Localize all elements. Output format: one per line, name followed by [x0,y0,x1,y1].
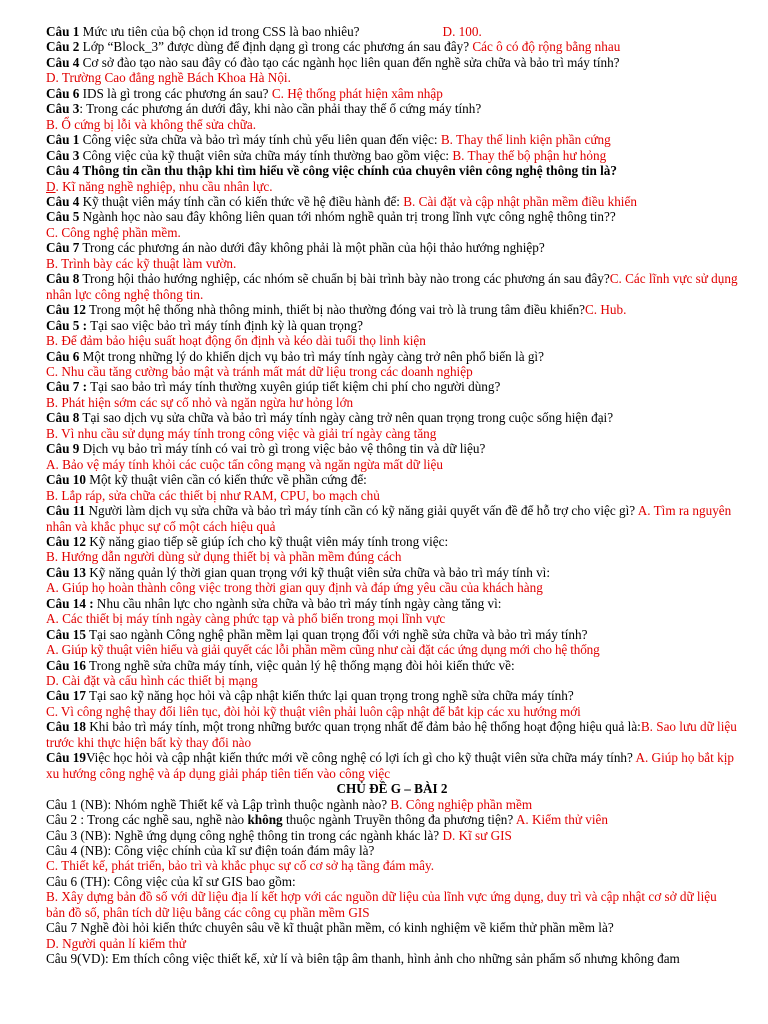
question-label: Câu 5 [46,209,80,225]
answer-text: B. Xây dựng bản đồ số với dữ liệu địa lí kết hợp với các nguồn dữ liệu của lĩnh vực ứng dụng, duy trì và cập nhật cơ sở dữ liệu bản đồ số, phân tích dữ liệu bằng các công cụ phần mềm GIS [46,889,717,920]
question-item [46,534,738,565]
question-text: Thông tin cần thu thập khi tìm hiểu về công việc chính của chuyên viên công nghệ thông tin là? [79,163,617,179]
answer-text: A. Kiểm thử viên [515,812,608,828]
question-label: Câu 15 [46,626,86,642]
answer-text: B. Thay thế linh kiện phần cứng [440,132,611,148]
section-question-item [46,874,738,920]
answer-text: D. Kĩ sư GIS [442,827,512,843]
section-question-item [46,797,738,812]
question-label: Câu 16 [46,657,86,673]
question-text: Câu 3 (NB): Nghề ứng dụng công nghệ thông tin trong các ngành khác là? [46,827,440,843]
question-text: Công việc của kỹ thuật viên sửa chữa máy tính thường bao gồm việc: [79,147,450,163]
question-label: Câu 7 : [46,379,88,395]
question-text: Tại sao bảo trì máy tính thường xuyên giúp tiết kiệm chi phí cho người dùng? [87,379,501,395]
answer-text: B. Thay thế bộ phận hư hỏng [452,147,607,163]
question-label: Câu 8 [46,410,80,426]
question-text: Câu 9(VD): Em thích công việc thiết kế, xử lí và biên tập âm thanh, hình ảnh cho những sản phẩm số nhưng không đam [46,951,680,967]
section-question-item [46,951,738,966]
answer-text: C. Thiết kế, phát triển, bảo trì và khắc phục sự cố cơ sở hạ tầng đám mây. [46,858,435,874]
question-text: Kỹ thuật viên máy tính cần có kiến thức về hệ điều hành để: [79,193,400,209]
question-text: IDS là gì trong các phương án sau? [79,85,269,101]
answer-text: C. Công nghệ phần mềm. [46,224,181,240]
section-title: CHỦ ĐỀ G – BÀI 2 [336,781,448,797]
question-item [46,472,738,503]
question-item [46,101,738,132]
answer-text: A. Giúp họ hoàn thành công việc trong thời gian quy định và đáp ứng yêu cầu của khách hàng [46,580,543,596]
answer-text: D. Kĩ năng nghề nghiệp, nhu cầu nhân lực. [46,178,273,194]
answer-text: A. Bảo vệ máy tính khỏi các cuộc tấn công mạng và ngăn ngừa mất dữ liệu [46,456,443,472]
question-text: Một kỹ thuật viên cần có kiến thức về phần cứng để: [85,472,367,488]
answer-text: B. Hướng dẫn người dùng sử dụng thiết bị và phần mềm đúng cách [46,549,402,565]
question-item [46,596,738,627]
question-item [46,148,738,163]
answer-text: B. Vì nhu cầu sử dụng máy tính trong công việc và giải trí ngày càng tăng [46,425,437,441]
question-label: Câu 12 [46,533,86,549]
answer-text: A. Tìm ra nguyên nhân và khắc phục sự cố một cách hiệu quả [46,503,732,534]
answer-text: D. Trường Cao đẳng nghề Bách Khoa Hà Nội. [46,70,291,86]
question-text: Mức ưu tiên của bộ chọn id trong CSS là bao nhiêu? [79,24,360,39]
answer-text: B. Trình bày các kỹ thuật làm vườn. [46,255,237,271]
question-text: Dịch vụ bảo trì máy tính có vai trò gì trong việc bảo vệ thông tin và dữ liệu? [79,441,486,457]
question-item [46,132,738,147]
answer-text: C. Vì công nghệ thay đổi liên tục, đòi hỏi kỹ thuật viên phải luôn cập nhật để bắt kịp các xu hướng mới [46,703,581,719]
answer-text: C. Các lĩnh vực sử dụng nhân lực công nghệ thông tin. [46,271,738,302]
question-text: Trong nghề sửa chữa máy tính, việc quản lý hệ thống mạng đòi hỏi kiến thức về: [85,657,515,673]
answer-text: B. Lắp ráp, sửa chữa các thiết bị như RAM, CPU, bo mạch chủ [46,487,380,503]
question-item [46,271,738,302]
question-text: : Trong các phương án dưới đây, khi nào cần phải thay thế ổ cứng máy tính? [79,101,482,117]
question-item [46,55,738,86]
question-item [46,349,738,380]
question-label: Câu 18 [46,719,86,735]
question-label: Câu 1 [46,24,80,39]
question-label: Câu 12 [46,302,86,318]
question-item [46,658,738,689]
question-label: Câu 7 [46,240,80,256]
question-text: Tại sao việc bảo trì máy tính định kỳ là quan trọng? [87,317,363,333]
question-item [46,719,738,750]
question-label: Câu 6 [46,85,80,101]
answer-text: C. Hub. [585,302,627,318]
question-item [46,240,738,271]
question-item [46,24,738,39]
question-text: thuộc ngành Truyền thông đa phương tiện? [282,812,514,828]
answer-text: D. 100. [442,24,482,39]
answer-text: A. Giúp kỹ thuật viên hiểu và giải quyết các lỗi phần mềm cũng như cài đặt các ứng dụng mới cho hệ thống [46,642,600,658]
question-text: Trong các phương án nào dưới đây không phải là một phần của hội thảo hướng nghiệp? [79,240,545,256]
question-text: Tại sao ngành Công nghệ phần mềm lại quan trọng đối với nghề sửa chữa và bảo trì máy tính? [85,626,588,642]
question-item [46,503,738,534]
question-text: Câu 7 Nghề đòi hỏi kiến thức chuyên sâu về kĩ thuật phần mềm, có kinh nghiệm về kiểm thử phần mềm là? [46,920,614,936]
question-text: Câu 4 (NB): Công việc chính của kĩ sư điện toán đám mây là? [46,843,375,859]
answer-text: A. Các thiết bị máy tính ngày càng phức tạp và phổ biến trong mọi lĩnh vực [46,611,446,627]
question-label: Câu 8 [46,271,80,287]
question-text: Tại sao kỹ năng học hỏi và cập nhật kiến thức lại quan trọng trong nghề sửa chữa máy tính? [85,688,574,704]
answer-text: D. Cài đặt và cấu hình các thiết bị mạng [46,673,258,689]
section-question-item [46,828,738,843]
question-label: Câu 4 [46,193,80,209]
question-text: Cơ sở đào tạo nào sau đây có đào tạo các ngành học liên quan đến nghề sửa chữa và bảo trì máy tính? [79,54,620,70]
answer-text: Các ô có độ rộng bằng nhau [472,39,621,55]
answer-text: B. Phát hiện sớm các sự cố nhỏ và ngăn ngừa hư hỏng lớn [46,394,354,410]
question-text: Kỹ năng giao tiếp sẽ giúp ích cho kỹ thuật viên máy tính trong việc: [85,533,449,549]
question-label: Câu 10 [46,472,86,488]
question-text: Việc học hỏi và cập nhật kiến thức mới về công nghệ có lợi ích gì cho kỹ thuật viên sửa chữa máy tính? [85,750,633,766]
answer-letter: D [46,178,56,194]
question-item [46,163,738,194]
question-item [46,565,738,596]
answer-text: C. Hệ thống phát hiện xâm nhập [271,85,443,101]
question-item [46,627,738,658]
question-text: Trong một hệ thống nhà thông minh, thiết bị nào thường đóng vai trò là trung tâm điều khiển? [85,302,586,318]
question-label: Câu 19 [46,750,86,766]
question-item [46,194,738,209]
question-text: Người làm dịch vụ sửa chữa và bảo trì máy tính cần có kỹ năng giải quyết vấn đề để hỗ trợ cho việc gì? [85,503,636,519]
section-question-item [46,920,738,951]
question-label: Câu 1 [46,132,80,148]
question-label: Câu 4 [46,54,80,70]
question-item [46,86,738,101]
question-label: Câu 2 [46,39,80,55]
question-text: Nhu cầu nhân lực cho ngành sửa chữa và bảo trì máy tính ngày càng tăng vì: [93,595,502,611]
answer-text: A. Giúp họ bắt kịp xu hướng công nghệ và áp dụng giải pháp tiên tiến vào công việc [46,750,734,781]
question-item [46,410,738,441]
answer-text: D. Người quản lí kiểm thử [46,935,186,951]
question-text: Lớp “Block_3” được dùng để định dạng gì trong các phương án sau đây? [79,39,470,55]
answer-text: B. Ổ cứng bị lỗi và không thể sửa chữa. [46,116,257,132]
question-item [46,39,738,54]
question-item [46,441,738,472]
question-label: Câu 13 [46,564,86,580]
answer-text: B. Sao lưu dữ liệu trước khi thực hiện bất kỳ thay đổi nào [46,719,737,750]
question-label: Câu 3 [46,101,80,117]
question-text: Câu 2 : Trong các nghề sau, nghề nào [46,812,248,828]
question-item [46,379,738,410]
question-label: Câu 9 [46,441,80,457]
question-label: Câu 4 [46,163,80,179]
question-label: Câu 6 [46,348,80,364]
question-label: Câu 3 [46,147,80,163]
question-text: Một trong những lý do khiến dịch vụ bảo trì máy tính ngày càng trở nên phổ biến là gì? [79,348,544,364]
question-text: Câu 1 (NB): Nhóm nghề Thiết kế và Lập trình thuộc ngành nào? [46,796,388,812]
question-text: Ngành học nào sau đây không liên quan tới nhóm nghề quản trị trong lĩnh vực công nghệ thông tin?? [79,209,616,225]
question-item [46,750,738,781]
answer-text: B. Cài đặt và cập nhật phần mềm điều khiển [403,193,637,209]
question-text: Khi bảo trì máy tính, một trong những bước quan trọng nhất để đảm bảo hệ thống hoạt động hiệu quả là: [85,719,641,735]
question-text: Trong hội thảo hướng nghiệp, các nhóm sẽ chuẩn bị bài trình bày nào trong các phương án sau đây? [79,271,610,287]
section-question-item [46,812,738,827]
question-text: Kỹ năng quản lý thời gian quan trọng với kỹ thuật viên sửa chữa và bảo trì máy tính vì: [85,564,551,580]
answer-text: C. Nhu cầu tăng cường bảo mật và tránh mất mát dữ liệu trong các doanh nghiệp [46,363,473,379]
question-item [46,688,738,719]
section-question-item [46,843,738,874]
question-label: Câu 11 [46,503,86,519]
emphasis-text: không [247,812,283,828]
answer-text: B. Công nghiệp phần mềm [390,796,533,812]
question-label: Câu 5 : [46,317,88,333]
question-label: Câu 17 [46,688,86,704]
question-text: Tại sao dịch vụ sửa chữa và bảo trì máy tính ngày càng trở nên quan trọng trong cuộc sống hiện đại? [79,410,614,426]
question-item [46,302,738,317]
question-label: Câu 14 : [46,595,94,611]
question-text: Câu 6 (TH): Công việc của kĩ sư GIS bao gồm: [46,873,296,889]
question-item [46,318,738,349]
answer-text: B. Để đảm bảo hiệu suất hoạt động ổn định và kéo dài tuổi thọ linh kiện [46,333,426,349]
question-text: Công việc sửa chữa và bảo trì máy tính chủ yếu liên quan đến việc: [79,132,438,148]
question-item [46,209,738,240]
